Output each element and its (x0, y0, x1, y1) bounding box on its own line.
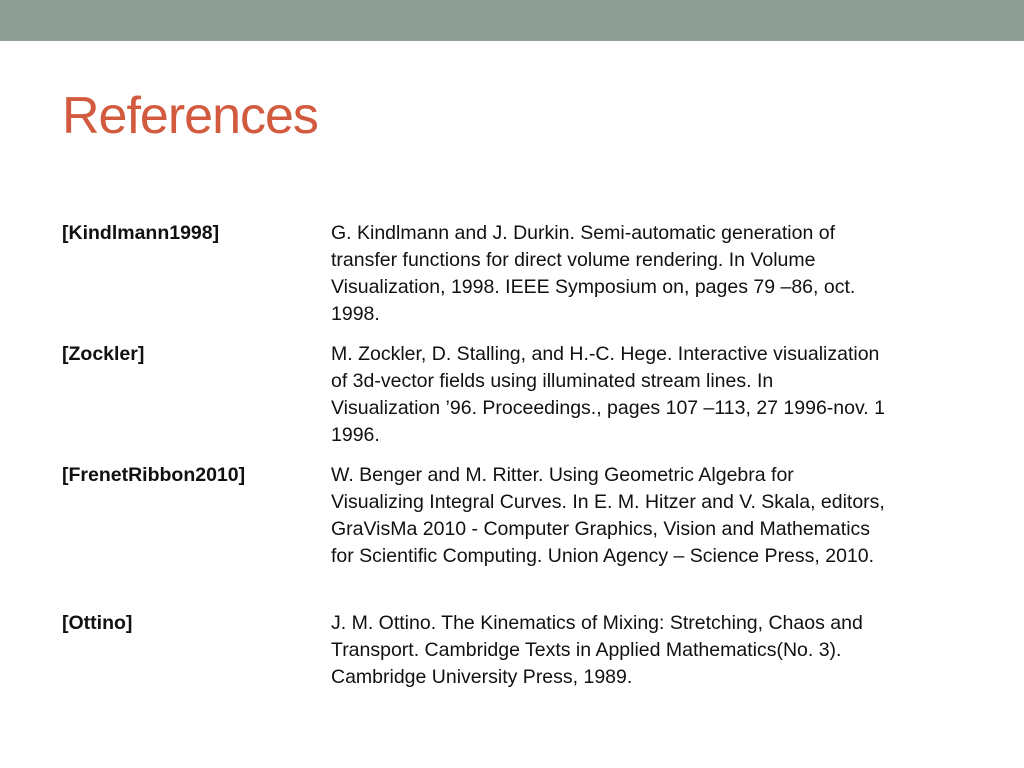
citation-line: Cambridge University Press, 1989. (331, 666, 633, 688)
reference-row (62, 341, 992, 462)
reference-citation (331, 341, 981, 462)
reference-citation (331, 610, 981, 710)
reference-key: [Zockler] (62, 343, 145, 365)
citation-line: G. Kindlmann and J. Durkin. Semi-automatic generation of (331, 222, 836, 244)
reference-row (62, 610, 992, 710)
reference-citation (331, 462, 981, 610)
reference-citation (331, 220, 981, 341)
top-accent-bar (0, 0, 1024, 41)
citation-line: M. Zockler, D. Stalling, and H.-C. Hege. Interactive visualization (331, 343, 880, 365)
reference-key: [Kindlmann1998] (62, 222, 220, 244)
citation-line: 1996. (331, 424, 380, 446)
slide-title: References (62, 87, 318, 145)
citation-line: GraVisMa 2010 - Computer Graphics, Vision and Mathematics (331, 518, 871, 540)
citation-line: Visualization ’96. Proceedings., pages 107 –113, 27 1996-nov. 1 (331, 397, 885, 419)
reference-row (62, 462, 992, 610)
citation-line: for Scientific Computing. Union Agency – Science Press, 2010. (331, 545, 875, 567)
reference-row (62, 220, 992, 341)
citation-line: Visualizing Integral Curves. In E. M. Hitzer and V. Skala, editors, (331, 491, 885, 513)
reference-key: [Ottino] (62, 612, 133, 634)
citation-line: Transport. Cambridge Texts in Applied Mathematics(No. 3). (331, 639, 842, 661)
citation-line: J. M. Ottino. The Kinematics of Mixing: Stretching, Chaos and (331, 612, 863, 634)
citation-line: Visualization, 1998. IEEE Symposium on, pages 79 –86, oct. (331, 276, 856, 298)
reference-key: [FrenetRibbon2010] (62, 464, 246, 486)
citation-line: of 3d-vector fields using illuminated stream lines. In (331, 370, 774, 392)
references-list (62, 220, 992, 710)
citation-line: W. Benger and M. Ritter. Using Geometric Algebra for (331, 464, 794, 486)
citation-line: transfer functions for direct volume rendering. In Volume (331, 249, 816, 271)
citation-line: 1998. (331, 303, 380, 325)
